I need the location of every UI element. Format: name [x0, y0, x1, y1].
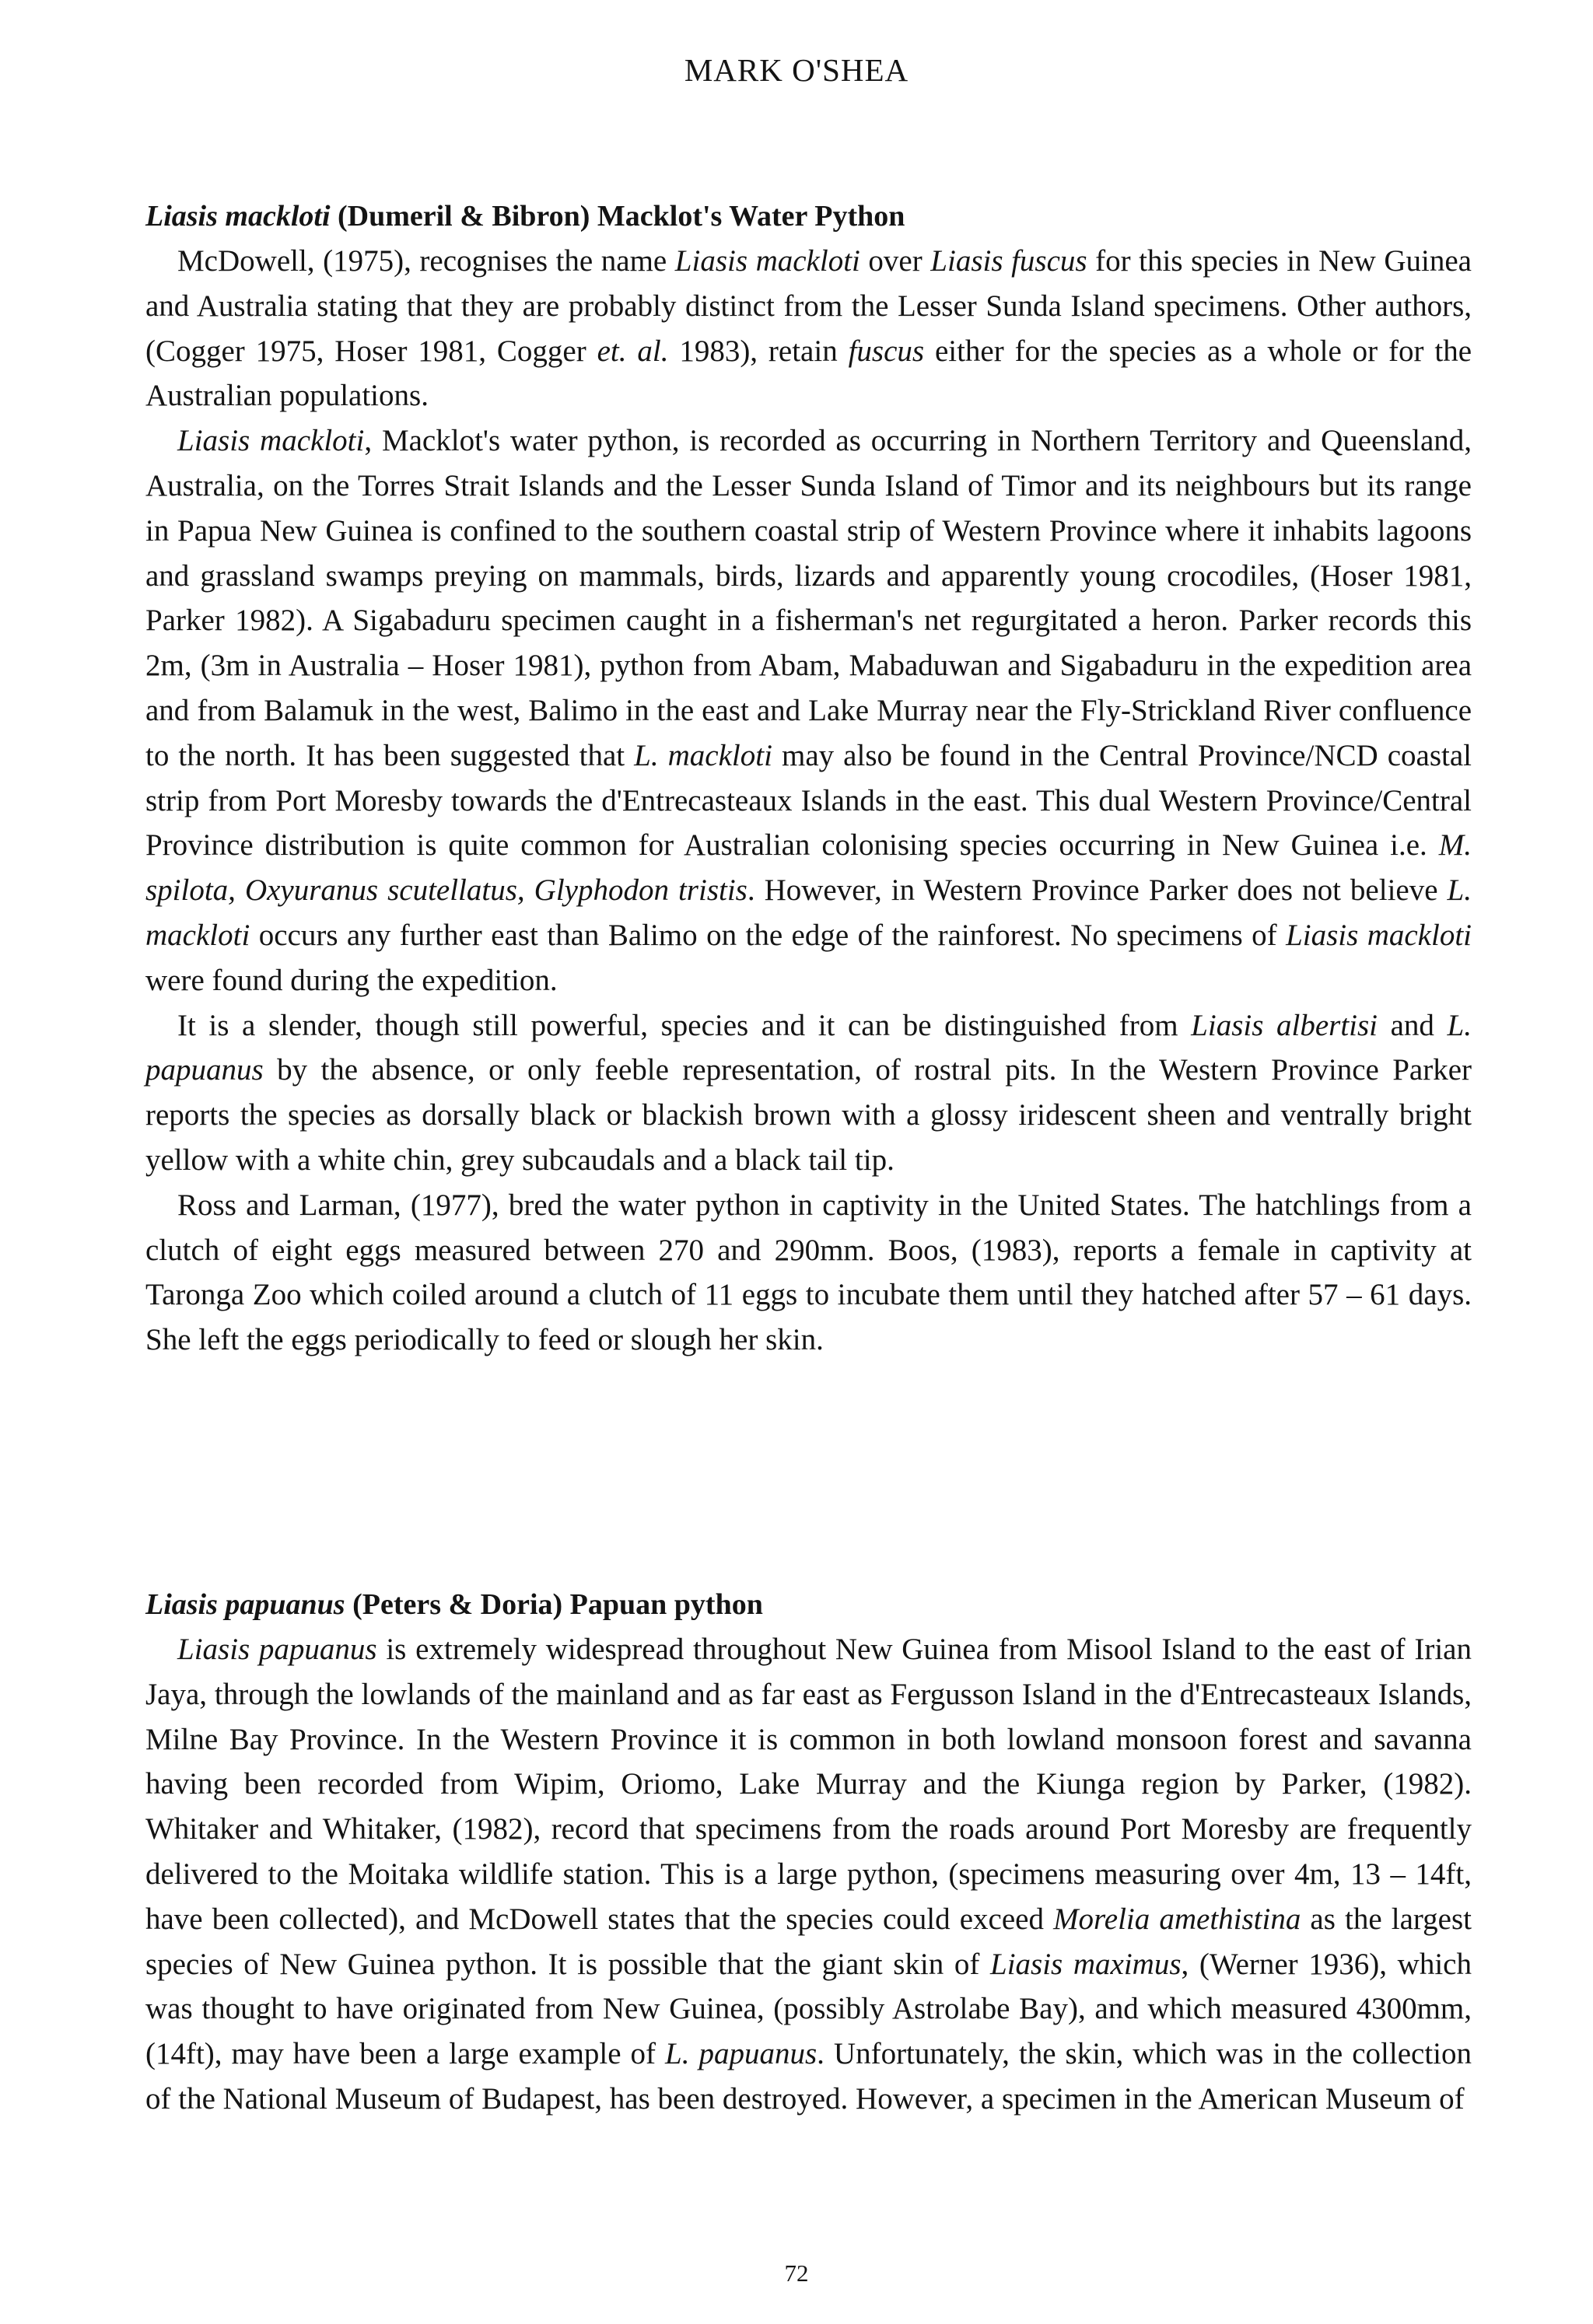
text: . Unfortunately, the skin, which was in the collection of the National Museum of Budapest, has been destroyed. However, a specimen in the American Museum of	[145, 2037, 1472, 2116]
species-heading-mackloti	[145, 194, 1472, 239]
section-liasis-papuanus	[145, 1583, 1472, 2122]
text: , (Werner 1936), which was thought to have originated from New Guinea, (possibly Astrolabe Bay), and which measured 4300mm, (14ft), may have been a large example of	[145, 1947, 1472, 2071]
heading-italic: Liasis papuanus	[145, 1588, 345, 1621]
italic-text: L. mackloti	[145, 873, 1472, 952]
text: . However, in Western Province Parker does not believe	[747, 873, 1448, 908]
italic-text: Morelia amethistina	[1053, 1902, 1301, 1936]
paragraph	[145, 239, 1472, 418]
paragraph	[145, 1003, 1472, 1183]
italic-text: L. papuanus	[665, 2037, 818, 2071]
text: McDowell, (1975), recognises the name	[177, 244, 675, 278]
heading-italic: Liasis mackloti	[145, 200, 331, 233]
text: over	[860, 244, 931, 278]
heading-rest: (Peters & Doria) Papuan python	[345, 1588, 763, 1621]
italic-text: L. mackloti	[634, 738, 772, 772]
paragraph	[145, 1627, 1472, 2122]
italic-text: et. al.	[597, 334, 669, 368]
paragraph	[145, 418, 1472, 1003]
species-heading-papuanus	[145, 1583, 1472, 1627]
text: by the absence, or only feeble representation, of rostral pits. In the Western Province Parker reports the species as dorsally black or blackish brown with a glossy iridescent sheen and ventrally bright yellow with a white chin, grey subcaudals and a black tail tip.	[145, 1053, 1472, 1177]
italic-text: Liasis albertisi	[1191, 1008, 1378, 1042]
section-liasis-mackloti	[145, 194, 1472, 1363]
text: either for the species as a whole or for the Australian populations.	[145, 334, 1472, 413]
text: for this species in New Guinea and Australia stating that they are probably distinct from the Lesser Sunda Island specimens. Other authors, (Cogger 1975, Hoser 1981, Cogger	[145, 244, 1472, 368]
italic-text: L. papuanus	[145, 1008, 1472, 1087]
text: , Macklot's water python, is recorded as occurring in Northern Territory and Queensland, Australia, on the Torres Strait Islands and the Lesser Sunda Island of Timor and its neighbours but its range in Papua New Guinea is confined to the southern coastal strip of Western Province where it inhabits lagoons and grassland swamps preying on mammals, birds, lizards and apparently young crocodiles, (Hoser 1981, Parker 1982). A Sigabaduru specimen caught in a fisherman's net regurgitated a heron. Parker records this 2m, (3m in Australia – Hoser 1981), python from Abam, Mabaduwan and Sigabaduru in the expedition area and from Balamuk in the west, Balimo in the east and Lake Murray near the Fly-Strickland River confluence to the north. It has been suggested that	[145, 424, 1472, 772]
italic-text: M. spilota, Oxyuranus scutellatus, Glyphodon tristis	[145, 828, 1472, 908]
text: and	[1378, 1008, 1448, 1042]
paragraph: Ross and Larman, (1977), bred the water python in captivity in the United States. The hatchlings from a clutch of eight eggs measured between 270 and 290mm. Boos, (1983), reports a female in captivity at Taronga Zoo which coiled around a clutch of 11 eggs to incubate them until they hatched after 57 – 61 days. She left the eggs periodically to feed or slough her skin.	[145, 1188, 1472, 1357]
text: is extremely widespread throughout New Guinea from Misool Island to the east of Irian Jaya, through the lowlands of the mainland and as far east as Fergusson Island in the d'Entrecasteaux Islands, Milne Bay Province. In the Western Province it is common in both lowland monsoon forest and savanna having been recorded from Wipim, Oriomo, Lake Murray and the Kiunga region by Parker, (1982). Whitaker and Whitaker, (1982), record that specimens from the roads around Port Moresby are frequently delivered to the Moitaka wildlife station. This is a large python, (specimens measuring over 4m, 13 – 14ft, have been collected), and McDowell states that the species could exceed	[145, 1633, 1472, 1936]
text: were found during the expedition.	[145, 963, 558, 997]
italic-text: Liasis mackloti	[1286, 918, 1472, 952]
italic-text: Liasis papuanus	[177, 1633, 377, 1666]
heading-rest: (Dumeril & Bibron) Macklot's Water Python	[330, 200, 905, 233]
text: 1983), retain	[668, 334, 849, 368]
italic-text: Liasis mackloti	[177, 424, 365, 458]
italic-text: Liasis fuscus	[930, 244, 1087, 278]
text: as the largest species of New Guinea python. It is possible that the giant skin of	[145, 1902, 1472, 1981]
text: It is a slender, though still powerful, species and it can be distinguished from	[177, 1008, 1192, 1042]
italic-text: fuscus	[848, 334, 925, 368]
running-head: MARK O'SHEA	[684, 52, 909, 88]
page-number: 72	[784, 2259, 809, 2287]
italic-text: Liasis maximus	[990, 1947, 1182, 1981]
italic-text: Liasis mackloti	[674, 244, 860, 278]
text: occurs any further east than Balimo on the edge of the rainforest. No specimens of	[250, 918, 1287, 952]
text: may also be found in the Central Province/NCD coastal strip from Port Moresby towards the d'Entrecasteaux Islands in the east. This dual Western Province/Central Province distribution is quite common for Australian colonising species occurring in New Guinea i.e.	[145, 738, 1472, 863]
